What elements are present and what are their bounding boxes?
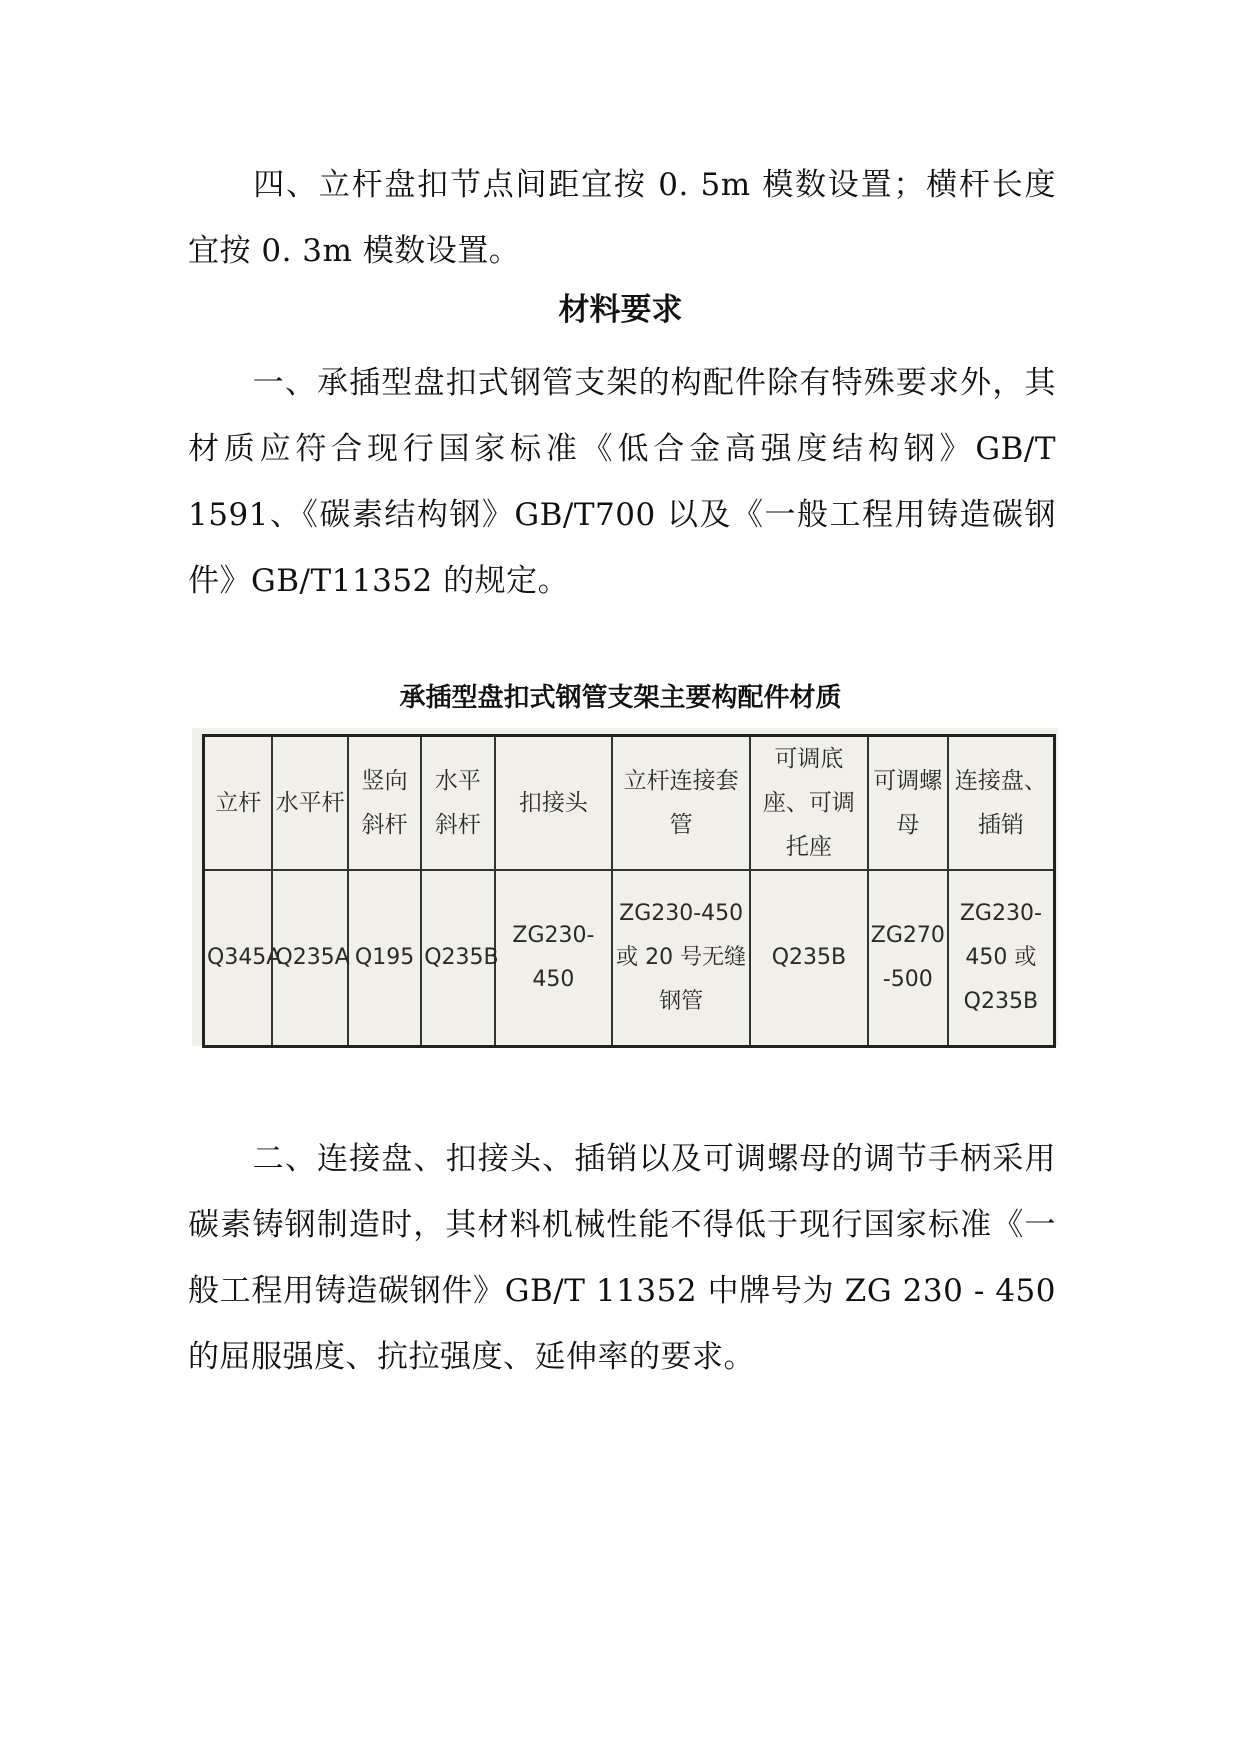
- header-cell-horizontal-bar: 水平杆: [272, 736, 348, 871]
- table-cell: Q235B: [421, 870, 494, 1047]
- header-cell-coupler: 扣接头: [495, 736, 613, 871]
- header-cell-rosette-pin: 连接盘、插销: [948, 736, 1055, 871]
- table-cell: ZG230-450 或 Q235B: [948, 870, 1055, 1047]
- header-cell-adjustable-nut: 可调螺母: [868, 736, 948, 871]
- materials-table-image: [192, 728, 1058, 1046]
- paragraph-four: [188, 152, 1056, 284]
- table-cell: Q235A: [272, 870, 348, 1047]
- table-row: [204, 870, 1055, 1047]
- table-cell: Q345A: [204, 870, 273, 1047]
- header-cell-adjustable-base: 可调底座、可调托座: [750, 736, 868, 871]
- paragraph-two: [188, 1126, 1056, 1390]
- paragraph-one-text: 一、承插型盘扣式钢管支架的构配件除有特殊要求外，其材质应符合现行国家标准《低合金高强度结构钢》GB/T 1591、《碳素结构钢》GB/T700 以及《一般工程用铸造碳钢件》GB/T11352 的规定。: [188, 365, 1056, 599]
- table-caption: 承插型盘扣式钢管支架主要构配件材质: [399, 683, 842, 713]
- header-cell-pole-sleeve: 立杆连接套管: [612, 736, 750, 871]
- section-heading: 材料要求: [558, 292, 683, 328]
- header-cell-vertical-diagonal: 竖向斜杆: [348, 736, 421, 871]
- table-cell: Q235B: [750, 870, 868, 1047]
- table-cell: ZG230-450: [495, 870, 613, 1047]
- header-cell-horizontal-diagonal: 水平斜杆: [421, 736, 494, 871]
- table-cell: ZG270 -500: [868, 870, 948, 1047]
- paragraph-four-text: 四、立杆盘扣节点间距宜按 0. 5m 模数设置；横杆长度宜按 0. 3m 模数设置。: [188, 167, 1056, 269]
- table-header-row: [204, 736, 1055, 871]
- paragraph-one: [188, 350, 1056, 614]
- paragraph-two-text: 二、连接盘、扣接头、插销以及可调螺母的调节手柄采用碳素铸钢制造时，其材料机械性能不得低于现行国家标准《一般工程用铸造碳钢件》GB/T 11352 中牌号为 ZG 230 - 450 的屈服强度、抗拉强度、延伸率的要求。: [188, 1141, 1056, 1375]
- table-cell: ZG230-450 或 20 号无缝钢管: [612, 870, 750, 1047]
- table-cell: Q195: [348, 870, 421, 1047]
- header-cell-vertical-pole: 立杆: [204, 736, 273, 871]
- materials-table: [202, 734, 1056, 1048]
